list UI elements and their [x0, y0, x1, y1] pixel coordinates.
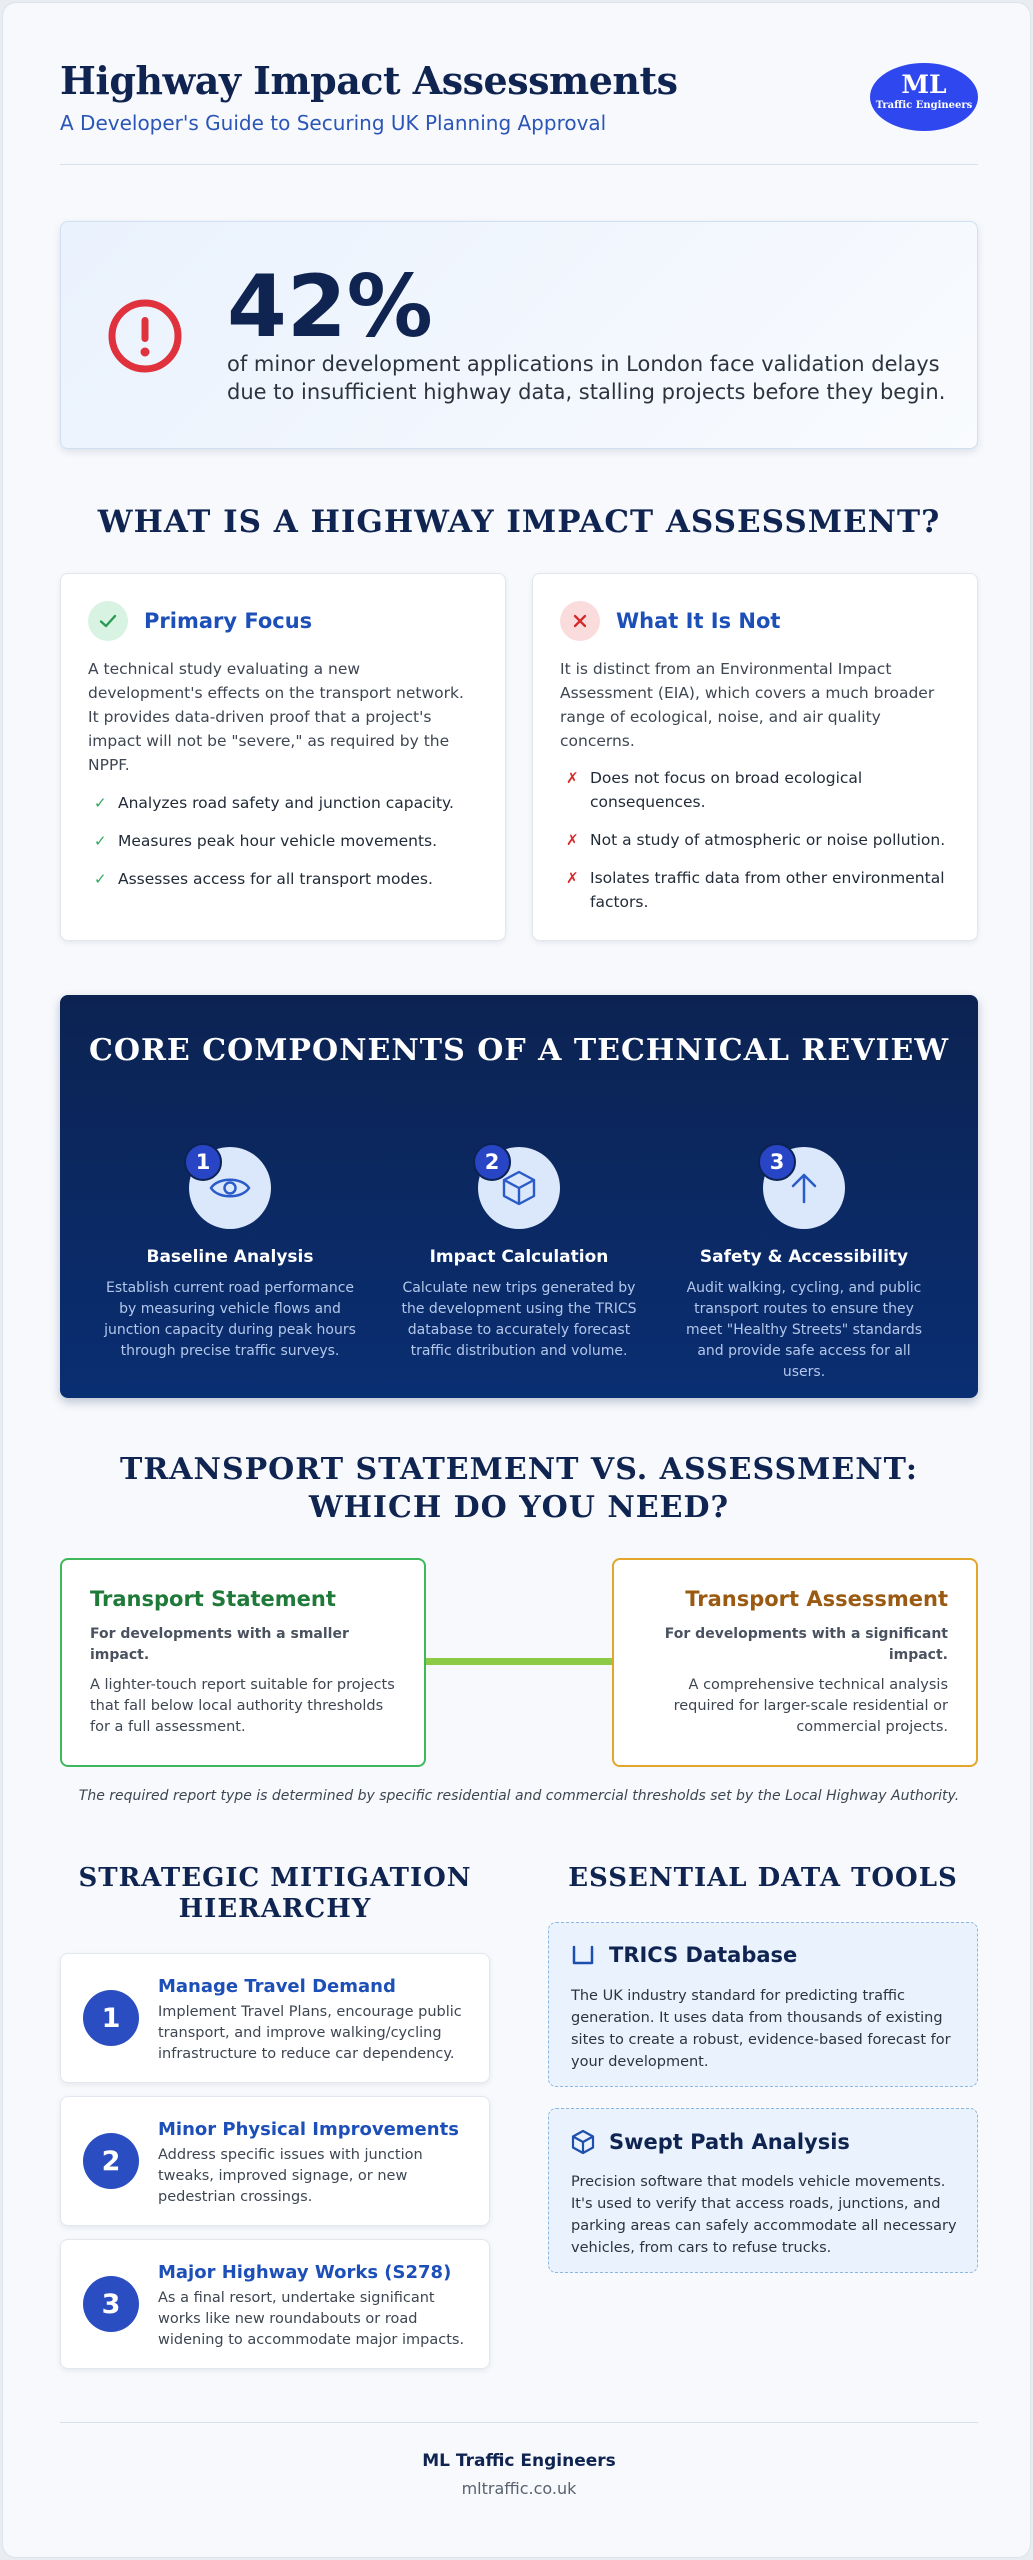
step-number-badge: 3 [758, 1143, 796, 1181]
page [2, 2, 1031, 2558]
logo-main-text: ML [901, 70, 947, 99]
exclamation-circle-icon [106, 297, 184, 375]
database-tray-icon [571, 1944, 595, 1966]
mitigation-desc: Address specific issues with junction tweaks, improved signage, or new pedestrian crossings. [158, 2147, 423, 2205]
transport-assessment-title: Transport Assessment [685, 1587, 948, 1611]
what-it-is-not-desc: It is distinct from an Environmental Impact Assessment (EIA), which covers a much broader range of ecological, noise, and air quality concerns. [560, 660, 935, 750]
tool-title: TRICS Database [609, 1943, 798, 1967]
page-title: Highway Impact Assessments [60, 58, 678, 103]
component-desc: Establish current road performance by measuring vehicle flows and junction capacity during peak hours through precise traffic surveys. [104, 1280, 356, 1359]
comparison-note: The required report type is determined by specific residential and commercial thresholds set by the Local Highway Authority. [78, 1788, 960, 1804]
component-desc: Calculate new trips generated by the development using the TRICS database to accurately forecast traffic distribution and volume. [401, 1280, 637, 1359]
tool-title: Swept Path Analysis [609, 2130, 850, 2154]
step-number-badge: 3 [83, 2276, 139, 2332]
list-item: ✓ Measures peak hour vehicle movements. [88, 829, 488, 853]
header [60, 58, 978, 165]
list-item: ✗ Isolates traffic data from other environmental factors. [560, 866, 960, 914]
mitigation-step-2 [60, 2096, 490, 2226]
component-desc: Audit walking, cycling, and public transport routes to ensure they meet "Healthy Streets" standards and provide safe access for all users. [685, 1280, 923, 1380]
what-it-is-not-title: What It Is Not [616, 609, 781, 633]
stat-description: of minor development applications in London face validation delays due to insufficient highway data, stalling projects before they begin. [227, 352, 946, 404]
transport-statement-sub: For developments with a smaller impact. [90, 1626, 349, 1663]
footer-website-link[interactable]: mltraffic.co.uk [461, 2479, 577, 2498]
primary-focus-list [88, 791, 488, 905]
primary-focus-title: Primary Focus [144, 609, 313, 633]
step-number-badge: 2 [473, 1143, 511, 1181]
cross-icon: ✗ [566, 769, 579, 787]
mitigation-step-3 [60, 2239, 490, 2369]
logo [870, 63, 978, 131]
tool-desc: Precision software that models vehicle movements. It's used to verify that access roads, junctions, and parking areas can safely accommodate all necessary vehicles, from cars to refuse trucks. [571, 2174, 957, 2256]
step-number-badge: 1 [83, 1990, 139, 2046]
transport-statement-desc: A lighter-touch report suitable for projects that fall below local authority thresholds for a full assessment. [90, 1677, 395, 1735]
what-it-is-not-list [560, 766, 960, 928]
list-item: ✓ Assesses access for all transport modes. [88, 867, 488, 891]
transport-assessment-desc: A comprehensive technical analysis required for larger-scale residential or commercial projects. [673, 1677, 948, 1735]
tool-swept-path [548, 2108, 978, 2273]
transport-statement-title: Transport Statement [90, 1587, 336, 1611]
component-baseline [100, 1147, 360, 1362]
mitigation-title: Major Highway Works (S278) [158, 2262, 452, 2283]
checkmark-icon: ✓ [94, 832, 107, 850]
logo-sub-text: Traffic Engineers [875, 100, 973, 111]
component-title: Baseline Analysis [146, 1247, 314, 1267]
mitigation-desc: As a final resort, undertake significant works like new roundabouts or road widening to accommodate major impacts. [158, 2290, 465, 2348]
tool-trics [548, 1922, 978, 2087]
page-subtitle: A Developer's Guide to Securing UK Planning Approval [60, 111, 607, 135]
list-item: ✓ Analyzes road safety and junction capacity. [88, 791, 488, 815]
stat-value: 42% [227, 257, 433, 357]
list-item: ✗ Does not focus on broad ecological consequences. [560, 766, 960, 814]
section-title-compare: TRANSPORT STATEMENT VS. ASSESSMENT: WHICH DO YOU NEED? [120, 1452, 918, 1525]
component-title: Safety & Accessibility [699, 1247, 909, 1267]
footer-company-name: ML Traffic Engineers [422, 2451, 616, 2471]
step-number-badge: 1 [184, 1143, 222, 1181]
arrow-up-icon [763, 1147, 845, 1229]
section-title-mitigation: STRATEGIC MITIGATION HIERARCHY [78, 1863, 472, 1924]
cross-icon: ✗ [566, 831, 579, 849]
stat-card [60, 221, 978, 449]
x-mark-icon [560, 601, 600, 641]
checkmark-icon: ✓ [94, 870, 107, 888]
comparison-connector [426, 1658, 612, 1665]
primary-focus-desc: A technical study evaluating a new development's effects on the transport network. It provides data-driven proof that a project's impact will not be "severe," as required by the NPPF. [88, 660, 464, 774]
eye-icon [189, 1147, 271, 1229]
component-impact [389, 1147, 649, 1362]
transport-assessment-sub: For developments with a significant impact. [664, 1626, 948, 1663]
tool-desc: The UK industry standard for predicting traffic generation. It uses data from thousands of existing sites to create a robust, evidence-based forecast for your development. [571, 1988, 951, 2070]
check-icon [88, 601, 128, 641]
transport-statement-card [60, 1558, 426, 1767]
transport-assessment-card [612, 1558, 978, 1767]
section-title-tools: ESSENTIAL DATA TOOLS [568, 1863, 958, 1893]
core-components-section [60, 995, 978, 1398]
cross-icon: ✗ [566, 869, 579, 887]
checkmark-icon: ✓ [94, 794, 107, 812]
cube-icon [571, 2129, 595, 2155]
mitigation-desc: Implement Travel Plans, encourage public transport, and improve walking/cycling infrastructure to reduce car dependency. [158, 2004, 462, 2062]
core-components-title: CORE COMPONENTS OF A TECHNICAL REVIEW [88, 1033, 950, 1068]
what-it-is-not-card [532, 573, 978, 941]
section-title-what-is: WHAT IS A HIGHWAY IMPACT ASSESSMENT? [97, 504, 941, 540]
component-title: Impact Calculation [429, 1247, 609, 1267]
mitigation-title: Manage Travel Demand [158, 1976, 396, 1997]
mitigation-title: Minor Physical Improvements [158, 2119, 459, 2140]
step-number-badge: 2 [83, 2133, 139, 2189]
component-safety [674, 1147, 934, 1383]
cube-icon [478, 1147, 560, 1229]
mitigation-step-1 [60, 1953, 490, 2083]
list-item: ✗ Not a study of atmospheric or noise pollution. [560, 828, 960, 852]
primary-focus-card [60, 573, 506, 941]
footer [60, 2422, 978, 2498]
